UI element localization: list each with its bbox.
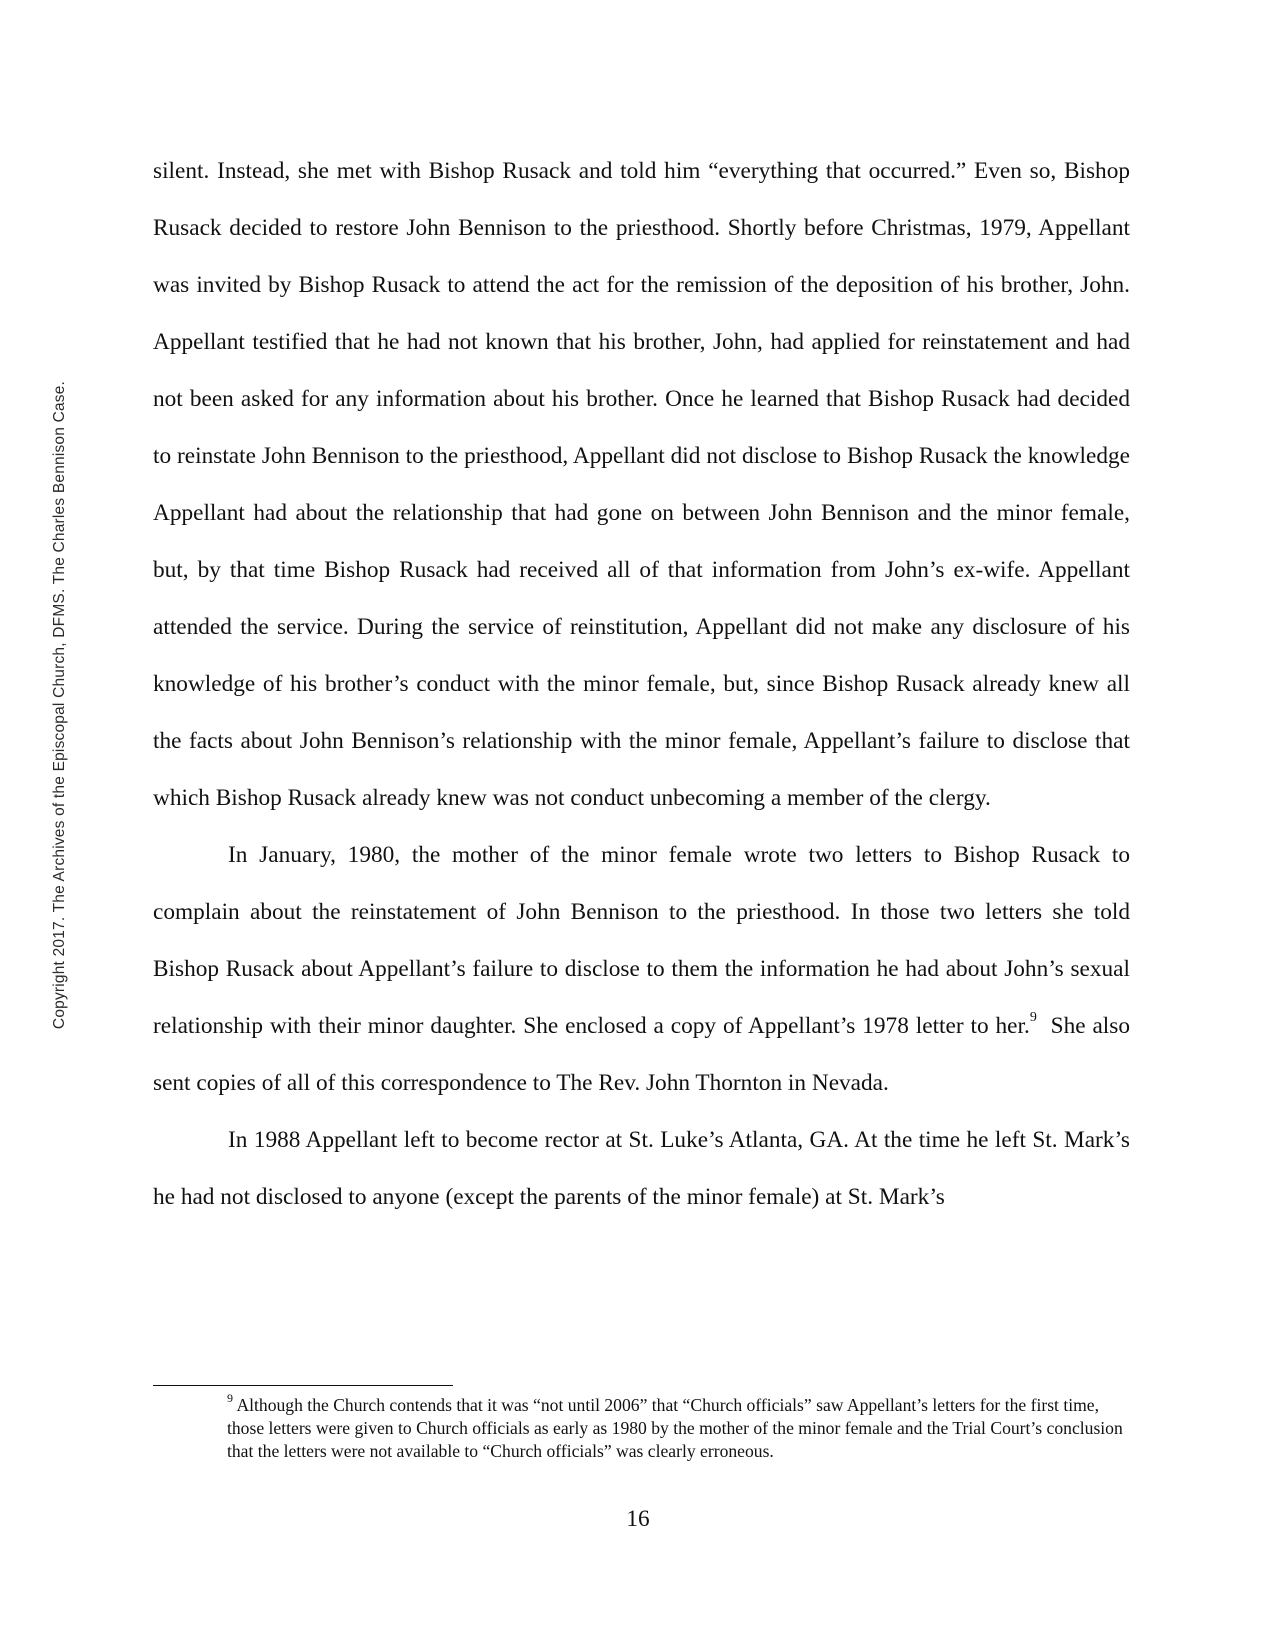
- page-number: 16: [626, 1506, 650, 1532]
- footnote-text: Although the Church contends that it was “not until 2006” that “Church officials” saw Appellant’s letters for the first time, those letters were given to Church officials as early as 1980 by the mother of the minor female and the Trial Court’s conclusion that the letters were not available to “Church officials” was clearly erroneous.: [227, 1395, 1123, 1461]
- copyright-watermark: [50, 180, 70, 1230]
- footnote-separator: [153, 1385, 453, 1386]
- watermark-text: Copyright 2017. The Archives of the Episcopal Church, DFMS. The Charles Bennison Case.: [51, 380, 68, 1030]
- body-text: [153, 143, 1130, 1226]
- paragraph-2-text: In January, 1980, the mother of the minor female wrote two letters to Bishop Rusack to complain about the reinstatement of John Bennison to the priesthood. In those two letters she told Bishop Rusack about Appellant’s failure to disclose to them the information he had about John’s sexual relationship with their minor daughter. She enclosed a copy of Appellant’s 1978 letter to her.: [153, 842, 1130, 1039]
- footnote-number: 9: [227, 1391, 233, 1406]
- paragraph-2-continuation: She also sent copies of all of this correspondence to The Rev. John Thornton in Nevada.: [153, 1013, 1130, 1096]
- paragraph-2: [153, 827, 1130, 1112]
- footnote-reference: 9: [1029, 1010, 1037, 1026]
- paragraph-3: In 1988 Appellant left to become rector at St. Luke’s Atlanta, GA. At the time he left St. Mark’s he had not disclosed to anyone (except the parents of the minor female) at St. Mark’s: [153, 1127, 1130, 1210]
- paragraph-1: silent. Instead, she met with Bishop Rusack and told him “everything that occurred.” Even so, Bishop Rusack decided to restore John Bennison to the priesthood. Shortly before Christmas, 1979, Appellant was invited by Bishop Rusack to attend the act for the remission of the deposition of his brother, John. Appellant testified that he had not known that his brother, John, had applied for reinstatement and had not been asked for any information about his brother. Once he learned that Bishop Rusack had decided to reinstate John Bennison to the priesthood, Appellant did not disclose to Bishop Rusack the knowledge Appellant had about the relationship that had gone on between John Bennison and the minor female, but, by that time Bishop Rusack had received all of that information from John’s ex-wife. Appellant attended the service. During the service of reinstitution, Appellant did not make any disclosure of his knowledge of his brother’s conduct with the minor female, but, since Bishop Rusack already knew all the facts about John Bennison’s relationship with the minor female, Appellant’s failure to disclose that which Bishop Rusack already knew was not conduct unbecoming a member of the clergy.: [153, 158, 1130, 811]
- footnote: [227, 1391, 1130, 1463]
